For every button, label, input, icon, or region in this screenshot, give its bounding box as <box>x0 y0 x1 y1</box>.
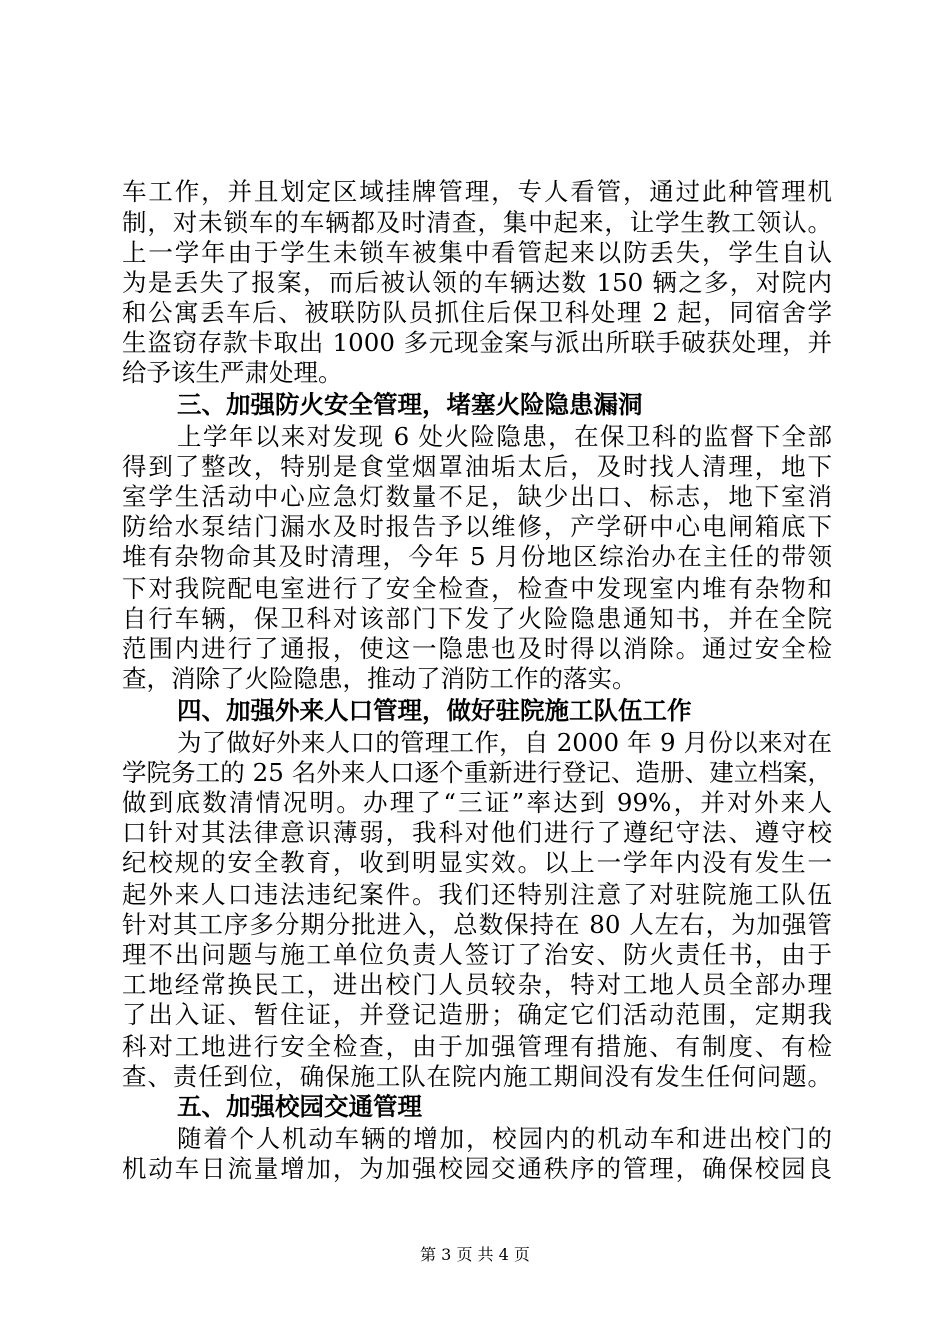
text-line: 工地经常换民工，进出校门人员较杂，特对工地人员全部办理 <box>122 970 832 999</box>
text-line: 起外来人口违法违纪案件。我们还特别注意了对驻院施工队伍 <box>122 880 832 909</box>
text-line: 查、责任到位，确保施工队在院内施工期间没有发生任何问题。 <box>122 1062 832 1091</box>
text-line: 为是丢失了报案，而后被认领的车辆达数 150 辆之多，对院内 <box>122 268 832 297</box>
text-line: 为了做好外来人口的管理工作，自 2000 年 9 月份以来对在 <box>177 728 832 757</box>
text-line: 针对其工序多分期分批进入，总数保持在 80 人左右，为加强管 <box>122 910 832 939</box>
text-line: 生盗窃存款卡取出 1000 多元现金案与派出所联手破获处理，并 <box>122 328 832 357</box>
text-line: 学院务工的 25 名外来人口逐个重新进行登记、造册、建立档案， <box>122 758 832 787</box>
text-line: 下对我院配电室进行了安全检查，检查中发现室内堆有杂物和 <box>122 574 832 603</box>
text-line: 查，消除了火险隐患，推动了消防工作的落实。 <box>122 664 637 693</box>
section-heading: 四、加强外来人口管理，做好驻院施工队伍工作 <box>177 696 692 725</box>
text-line: 车工作，并且划定区域挂牌管理，专人看管，通过此种管理机 <box>122 177 832 206</box>
text-line: 科对工地进行安全检查，由于加强管理有措施、有制度、有检 <box>122 1032 832 1061</box>
text-line: 堆有杂物命其及时清理，今年 5 月份地区综治办在主任的带领 <box>122 542 832 571</box>
section-heading: 三、加强防火安全管理，堵塞火险隐患漏洞 <box>177 390 643 419</box>
text-line: 室学生活动中心应急灯数量不足，缺少出口、标志，地下室消 <box>122 482 832 511</box>
text-line: 范围内进行了通报，使这一隐患也及时得以消除。通过安全检 <box>122 634 832 663</box>
text-line: 得到了整改，特别是食堂烟罩油垢太后，及时找人清理，地下 <box>122 452 832 481</box>
section-heading: 五、加强校园交通管理 <box>177 1092 422 1121</box>
text-line: 上学年以来对发现 6 处火险隐患，在保卫科的监督下全部 <box>177 422 832 451</box>
text-line: 和公寓丢车后、被联防队员抓住后保卫科处理 2 起，同宿舍学 <box>122 298 832 327</box>
text-line: 了出入证、暂住证，并登记造册；确定它们活动范围，定期我 <box>122 1000 832 1029</box>
text-line: 给予该生严肃处理。 <box>122 358 343 387</box>
text-line: 防给水泵结门漏水及时报告予以维修，产学研中心电闸箱底下 <box>122 512 832 541</box>
page-footer: 第 3 页 共 4 页 <box>420 1245 530 1264</box>
text-line: 理不出问题与施工单位负责人签订了治安、防火责任书，由于 <box>122 940 832 969</box>
text-line: 纪校规的安全教育，收到明显实效。以上一学年内没有发生一 <box>122 848 832 877</box>
text-line: 上一学年由于学生未锁车被集中看管起来以防丢失，学生自认 <box>122 238 832 267</box>
text-line: 机动车日流量增加，为加强校园交通秩序的管理，确保校园良 <box>122 1154 832 1183</box>
text-line: 制，对未锁车的车辆都及时清查，集中起来，让学生教工领认。 <box>122 208 832 237</box>
text-line: 做到底数清情况明。办理了“三证”率达到 99%，并对外来人 <box>122 788 832 817</box>
text-line: 口针对其法律意识薄弱，我科对他们进行了遵纪守法、遵守校 <box>122 818 832 847</box>
text-line: 自行车辆，保卫科对该部门下发了火险隐患通知书，并在全院 <box>122 604 832 633</box>
text-line: 随着个人机动车辆的增加，校园内的机动车和进出校门的 <box>177 1124 832 1153</box>
